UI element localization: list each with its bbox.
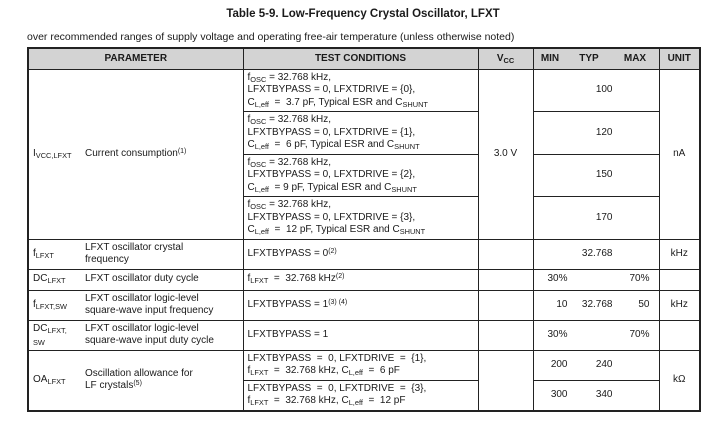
parameter-cell (28, 239, 243, 269)
condition-line: LFXTBYPASS = 1 (247, 328, 329, 340)
parameter-description: LFXT oscillator duty cycle (85, 273, 199, 285)
condition-line: $f_{OSC} = 32.768$ kHz, (247, 156, 332, 169)
header-test-conditions: TEST CONDITIONS (243, 48, 478, 69)
test-conditions-cell (243, 320, 478, 350)
typ-value: 240 (595, 358, 613, 370)
table-row (28, 239, 700, 269)
parameter-cell (28, 69, 243, 239)
table-row (28, 290, 700, 320)
vcc-value: 3.0 V (478, 69, 533, 239)
unit-value: kHz (659, 290, 700, 320)
test-conditions-cell (243, 69, 478, 112)
condition-line: $f_{LFXT} = 32.768$ kHz, $C_{L,eff} = 12$ pF (247, 395, 406, 407)
parameter-symbol: $I_{VCC,LFXT}$ (33, 147, 72, 160)
condition-line: $C_{L,eff} = 3.7$ pF, Typical ESR and $C_{SHUNT}$ (247, 96, 428, 109)
condition-line: LFXTBYPASS = $0^{(2)}$ (247, 247, 337, 259)
min-value (538, 248, 571, 261)
min-typ-max-cell (533, 154, 659, 197)
condition-line: $f_{OSC} = 32.768$ kHz, (247, 114, 332, 126)
typ-value: 150 (595, 169, 613, 180)
table-title: Table 5-9. Low-Frequency Crystal Oscillator, LFXT (226, 8, 500, 20)
header-vcc: $V_{CC}$ (478, 48, 533, 69)
max-value (616, 389, 655, 402)
header-parameter: PARAMETER (28, 48, 243, 69)
condition-line: $f_{LFXT} = 32.768$ kHz$^{(2)}$ (247, 273, 345, 286)
test-conditions-cell (243, 290, 478, 320)
condition-line: $C_{L,eff} = 6$ pF, Typical ESR and $C_{SHUNT}$ (247, 139, 420, 151)
max-value: 70% (629, 273, 650, 285)
condition-line: LFXTBYPASS = 0, LFXTDRIVE = {2}, (247, 169, 416, 180)
table-row (28, 269, 700, 290)
min-value (538, 212, 571, 225)
unit-value: kΩ (659, 350, 700, 411)
max-value (616, 359, 655, 372)
parameter-cell (28, 320, 243, 350)
max-value (616, 127, 655, 140)
unit-value (659, 320, 700, 350)
min-value: 30% (547, 273, 568, 285)
unit-value: nA (659, 69, 700, 239)
typ-value (571, 273, 616, 286)
condition-line: LFXTBYPASS = $1^{(3) (4)}$ (247, 298, 348, 310)
parameter-symbol: $DC_{LFXT,}$ $_{SW}$ (33, 322, 67, 347)
vcc-value (478, 239, 533, 269)
max-value: 50 (638, 298, 650, 310)
typ-value: 100 (595, 84, 613, 95)
parameter-symbol: $f_{LFXT,SW}$ (33, 298, 67, 311)
header-min-typ-max (533, 48, 659, 69)
parameter-symbol: $DC_{LFXT}$ (33, 273, 66, 286)
min-typ-max-cell (533, 290, 659, 320)
max-value (616, 169, 655, 182)
parameter-description: LFXT oscillator logic-level square-wave input duty cycle (85, 322, 214, 346)
condition-line: LFXTBYPASS = 0, LFXTDRIVE = {0}, (247, 84, 416, 95)
max-value (616, 84, 655, 97)
max-value (616, 212, 655, 225)
test-conditions-cell (243, 350, 478, 380)
min-typ-max-cell (533, 269, 659, 290)
table-header-row (28, 48, 700, 69)
test-conditions-cell (243, 269, 478, 290)
min-typ-max-cell (533, 350, 659, 380)
parameter-cell (28, 350, 243, 411)
max-value: 70% (629, 328, 650, 340)
test-conditions-cell (243, 112, 478, 155)
min-value (538, 127, 571, 140)
spec-table (27, 47, 701, 412)
table-body (28, 69, 700, 411)
vcc-value (478, 350, 533, 411)
parameter-symbol: $f_{LFXT}$ (33, 247, 54, 260)
typ-value: 170 (595, 211, 613, 223)
unit-value: kHz (659, 239, 700, 269)
test-conditions-cell (243, 197, 478, 240)
condition-line: $C_{L,eff} = 12$ pF, Typical ESR and $C_{SHUNT}$ (247, 224, 426, 236)
header-max: MAX (623, 53, 647, 65)
table-subtitle: over recommended ranges of supply voltage and operating free-air temperature (unless otherwise noted) (27, 31, 515, 43)
parameter-description: Current consumption$^{(1)}$ (85, 147, 187, 159)
typ-value (571, 329, 616, 342)
condition-line: LFXTBYPASS = 0, LFXTDRIVE = {3}, (247, 211, 416, 223)
min-typ-max-cell (533, 112, 659, 155)
min-typ-max-cell (533, 320, 659, 350)
min-typ-max-cell (533, 69, 659, 112)
min-value: 30% (547, 328, 568, 340)
condition-line: $f_{OSC} = 32.768$ kHz, (247, 199, 332, 211)
vcc-value (478, 320, 533, 350)
typ-value: 120 (595, 126, 613, 138)
header-typ: TYP (579, 53, 599, 65)
condition-line: $f_{OSC} = 32.768$ kHz, (247, 71, 332, 84)
condition-line: LFXTBYPASS = 0, LFXTDRIVE = {1}, (247, 126, 416, 138)
unit-value (659, 269, 700, 290)
typ-value: 32.768 (581, 298, 613, 310)
condition-line: $f_{LFXT} = 32.768$ kHz, $C_{L,eff} = 6$ pF (247, 365, 400, 377)
parameter-cell (28, 290, 243, 320)
parameter-description: LFXT oscillator crystal frequency (85, 241, 184, 265)
parameter-description: LFXT oscillator logic-level square-wave input frequency (85, 292, 214, 316)
condition-line: LFXTBYPASS = 0, LFXTDRIVE = {1}, (247, 352, 427, 364)
min-value: 10 (556, 298, 568, 310)
min-value: 300 (550, 388, 568, 400)
typ-value: 32.768 (581, 247, 613, 259)
header-min: MIN (540, 53, 560, 65)
table-row (28, 320, 700, 350)
condition-line: $C_{L,eff} = 9$ pF, Typical ESR and $C_{SHUNT}$ (247, 181, 417, 194)
parameter-description: Oscillation allowance for LF crystals$^{(5)}$ (85, 367, 193, 391)
header-unit: UNIT (659, 48, 700, 69)
test-conditions-cell (243, 380, 478, 411)
min-typ-max-cell (533, 239, 659, 269)
min-typ-max-cell (533, 380, 659, 411)
parameter-cell (28, 269, 243, 290)
min-value (538, 84, 571, 97)
vcc-value (478, 290, 533, 320)
min-typ-max-cell (533, 197, 659, 240)
vcc-value (478, 269, 533, 290)
min-value (538, 169, 571, 182)
max-value (616, 248, 655, 261)
min-value: 200 (550, 358, 568, 370)
test-conditions-cell (243, 154, 478, 197)
condition-line: LFXTBYPASS = 0, LFXTDRIVE = {3}, (247, 382, 427, 394)
table-row (28, 350, 700, 380)
parameter-symbol: $OA_{LFXT}$ (33, 373, 66, 386)
typ-value: 340 (595, 388, 613, 400)
test-conditions-cell (243, 239, 478, 269)
table-row (28, 69, 700, 112)
